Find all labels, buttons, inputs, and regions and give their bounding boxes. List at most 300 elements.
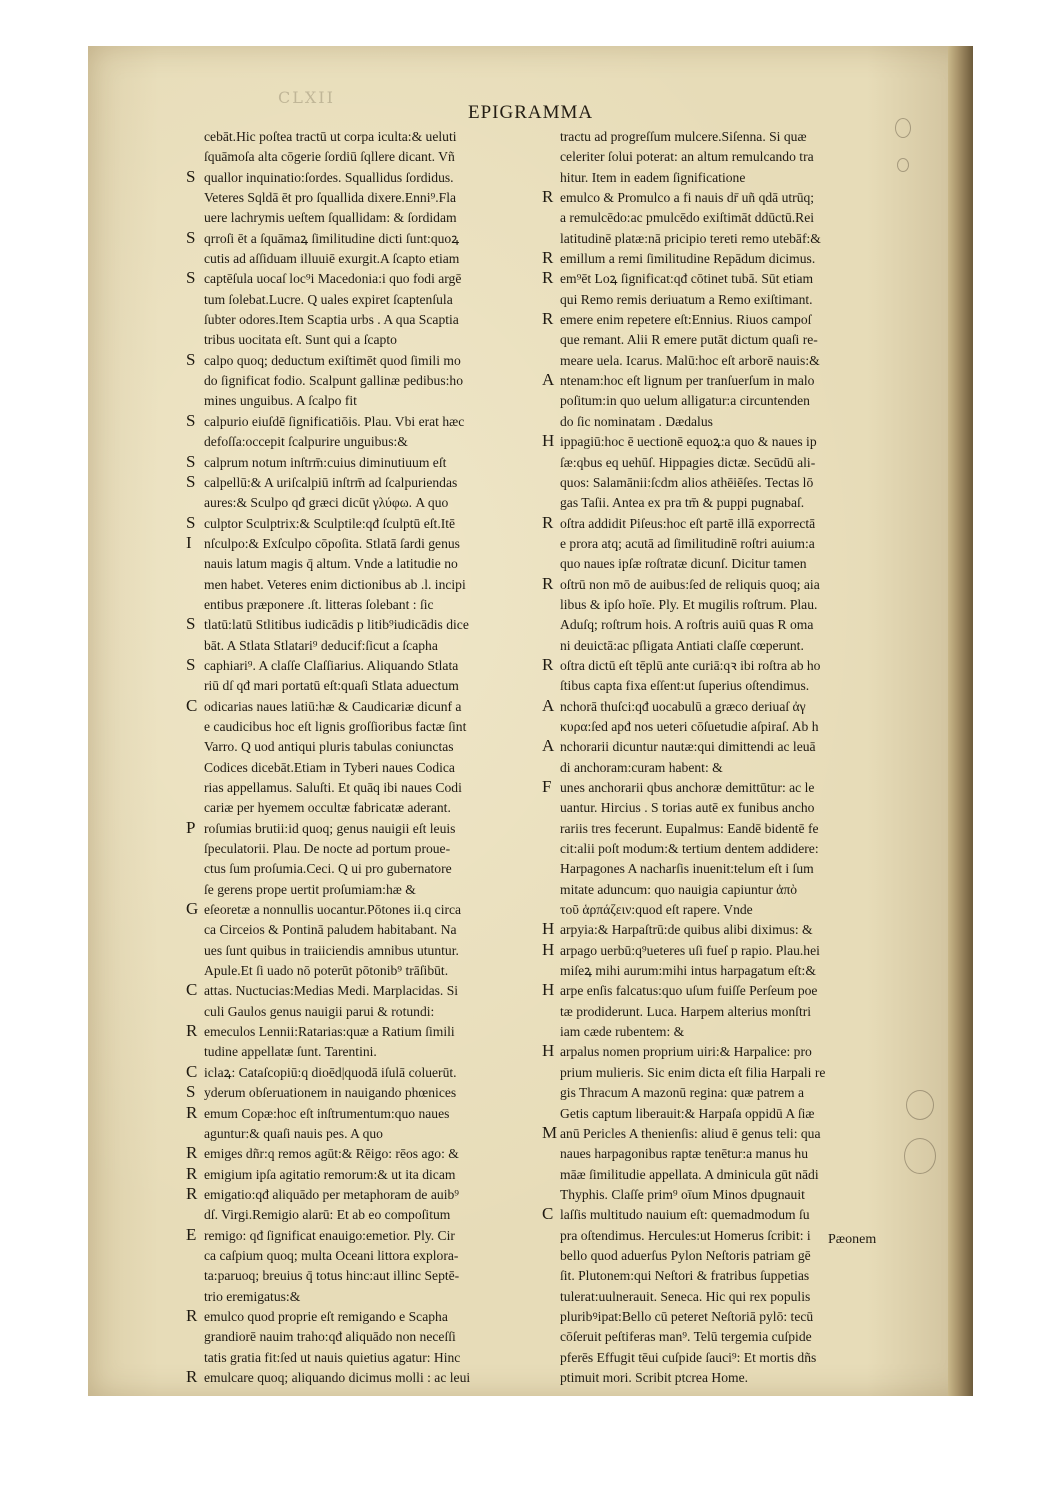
line-text: tudine appellatæ ſunt. Tarentini. — [204, 1044, 377, 1060]
line-text: ca caſpium quoq; multa Oceani littora explora- — [204, 1247, 459, 1263]
line-text: oſtra dictū eſt tēplū ante curiā:qꝛ ibi roſtra ab ho — [560, 657, 821, 673]
text-line — [542, 1266, 917, 1286]
text-line — [542, 1124, 917, 1144]
line-text: do ſignificat fodio. Scalpunt gallinæ pedibus:ho — [204, 373, 464, 389]
section-initial: R — [186, 1021, 198, 1041]
text-line — [186, 595, 546, 615]
text-line — [186, 1348, 546, 1368]
section-initial: R — [186, 1102, 198, 1122]
line-text: rariis tres fecerunt. Eupalmus: Eandē bidentē fe — [560, 820, 819, 836]
text-line — [186, 554, 546, 574]
line-text: iclaꝝ: Cataſcopiū:q dioēd|quodā iſulā coluerūt. — [204, 1064, 457, 1080]
line-text: ſubter odores.Item Scaptia urbs . A qua Scaptia — [204, 312, 459, 328]
line-text: entibus præponere .ſt. litteras ſolebant : ſic — [204, 596, 434, 612]
page-fore-edge — [948, 46, 973, 1396]
line-text: ippagiū:hoc ē uectionē equoꝝ:a quo & naues ip — [560, 434, 817, 450]
line-text: arpyia:& Harpaſtrū:de quibus alibi diximus: & — [560, 922, 813, 938]
text-line — [186, 1185, 546, 1205]
line-text: qrroſi ēt a ſquāmaꝝ ſimilitudine dicti ſunt:quoꝝ — [204, 230, 460, 246]
text-line — [542, 432, 917, 452]
text-line — [186, 676, 546, 696]
text-line — [186, 1022, 546, 1042]
section-initial: R — [542, 248, 554, 268]
line-text: emigatio:qđ aliquādo per metaphoram de auib⁹ — [204, 1186, 460, 1202]
text-line — [186, 839, 546, 859]
line-text: nchorā thuſci:qđ uocabulū a græco deriuaſ ἀγ — [560, 698, 806, 714]
text-line — [186, 697, 546, 717]
text-line — [542, 839, 917, 859]
line-text: nauis latum magis q̄ altum. Vnde a latitudie no — [204, 556, 458, 572]
text-line — [542, 269, 917, 289]
line-text: latitudinē platæ:nā pricipio tereti remo utebāf:& — [560, 230, 821, 246]
line-text: attas. Nuctucias:Medias Medi. Marplacidas. Si — [204, 983, 459, 999]
text-line — [186, 575, 546, 595]
line-text: pferēs Effugit tēui cuſpide ſauci⁹: Et mortis dñs — [560, 1349, 817, 1365]
text-line — [186, 1144, 546, 1164]
line-text: defoſſa:occepit ſcalpurire unguibus:& — [204, 434, 408, 450]
section-initial: R — [186, 1143, 198, 1163]
text-line — [186, 636, 546, 656]
text-line — [186, 208, 546, 228]
right-text-column — [542, 127, 917, 1388]
text-line — [542, 1246, 917, 1266]
line-text: men habet. Veteres enim dictionibus ab .l. incipi — [204, 576, 466, 592]
section-initial: M — [542, 1122, 558, 1142]
text-line — [186, 900, 546, 920]
text-line — [542, 1348, 917, 1368]
text-line — [186, 1307, 546, 1327]
text-line — [542, 900, 917, 920]
text-line — [186, 330, 546, 350]
text-line — [542, 656, 917, 676]
line-text: pra oſtendimus. Hercules:ut Homerus ſcribit: i — [560, 1227, 811, 1243]
section-initial: C — [186, 695, 198, 715]
line-text: calprum notum inſtrm̄:cuius diminutiuum eſt — [204, 454, 447, 470]
section-initial: R — [186, 1305, 198, 1325]
section-initial: S — [186, 227, 196, 247]
line-text: tæ prodiderunt. Luca. Harpem alterius monſtri — [560, 1003, 812, 1019]
text-line — [542, 1104, 917, 1124]
text-line — [542, 229, 917, 249]
text-line — [186, 1083, 546, 1103]
line-text: di anchoram:curam habent: & — [560, 759, 723, 775]
section-initial: F — [542, 777, 552, 796]
line-text: Getis captum liberauit:& Harpaſa oppidū A ſiæ — [560, 1105, 815, 1121]
text-line — [186, 351, 546, 371]
line-text: emulcare quoq; aliquando dicimus molli : ac leui — [204, 1369, 471, 1385]
line-text: cebāt.Hic poſtea tractū ut corpa iculta:& ueluti — [204, 129, 457, 144]
section-initial: H — [542, 980, 555, 1000]
line-text: Aduſq; roſtrum hois. A roſtris auiū quas R oma — [560, 617, 814, 633]
text-line — [542, 981, 917, 1001]
line-text: a remulcēdo:ac pmulcēdo exiſtimāt ddūctū.Rei — [560, 210, 815, 226]
line-text: cit:alii poſt modum:& tertium dentem addidere: — [560, 841, 819, 857]
line-text: bello quod aduerſus Pylon Neſtoris patriam gē — [560, 1247, 811, 1263]
text-line — [186, 1124, 546, 1144]
text-line — [186, 229, 546, 249]
text-line — [542, 1083, 917, 1103]
text-line — [542, 1205, 917, 1225]
line-text: Thyphis. Claſſe prim⁹ oīum Minos dpugnauit — [560, 1186, 805, 1202]
line-text: remigo: qđ ſignificat enauigo:emetior. Ply. Cir — [204, 1227, 455, 1243]
line-text: tractu ad progreſſum mulcere.Siſenna. Si quæ — [560, 129, 807, 144]
left-text-column — [186, 127, 546, 1388]
line-text: Harpagones A nacharſis inuenit:telum eſt i ſum — [560, 861, 814, 877]
line-text: aguntur:& quaſi nauis pes. A quo — [204, 1125, 383, 1141]
text-line — [186, 1266, 546, 1286]
line-text: em⁹ēt Loꝝ ſignificat:qđ cōtinet tubā. Sūt etiam — [560, 271, 814, 287]
text-line — [542, 290, 917, 310]
line-text: ſpeculatorii. Plau. De nocte ad portum proue- — [204, 841, 451, 857]
text-line — [186, 941, 546, 961]
line-text: tatis gratia fit:ſed ut nauis quietius agatur: Hinc — [204, 1349, 461, 1365]
text-line — [186, 1246, 546, 1266]
section-initial: S — [186, 471, 196, 491]
line-text: κυρα:ſed apđ nos ueteri cōſuetudie aſpiraſ. Ab h — [560, 718, 819, 734]
text-line — [186, 778, 546, 798]
text-line — [542, 554, 917, 574]
line-text: naues harpagonibus raptæ tenētur:a manus hu — [560, 1146, 809, 1162]
section-initial: C — [542, 1204, 554, 1224]
line-text: emillum a remi ſimilitudine Repādum dicimus. — [560, 251, 816, 267]
text-line — [186, 798, 546, 818]
line-text: emum Copæ:hoc eſt inſtrumentum:quo naues — [204, 1105, 450, 1121]
line-text: trio eremigatus:& — [204, 1288, 301, 1304]
line-text: emulco & Promulco a fi nauis dr̄ uñ qdā utrūq; — [560, 190, 815, 206]
text-line — [542, 514, 917, 534]
section-initial: R — [542, 187, 554, 207]
text-line — [186, 717, 546, 737]
line-text: roſumias brutii:id quoq; genus nauigii eſt leuis — [204, 820, 456, 836]
line-text: ptimuit mori. Scribit ptcrea Home. — [560, 1369, 749, 1385]
text-line — [542, 473, 917, 493]
section-initial: S — [186, 451, 196, 471]
text-line — [186, 1042, 546, 1062]
line-text: nſculpo:& Exſculpo cōpoſita. Stlatā ſardi genus — [204, 535, 460, 551]
line-text: gis Thracum A mazonū regina: quæ patrem a — [560, 1085, 804, 1101]
section-initial: R — [542, 512, 554, 532]
line-text: odicarias naues latiū:hæ & Caudicariæ dicunf a — [204, 698, 462, 714]
text-line — [542, 737, 917, 757]
line-text: anū Pericles A thenienſis: aliud ē genus teli: qua — [560, 1125, 821, 1141]
line-text: Apule.Et ſi uado nō poterūt pōtonib⁹ trāſibūt. — [204, 963, 449, 979]
line-text: que remant. Alii R emere putāt dictum quaſi re- — [560, 332, 818, 348]
text-line — [186, 432, 546, 452]
line-text: nchorarii dicuntur nautæ:qui dimittendi ac leuā — [560, 739, 816, 755]
text-line — [542, 208, 917, 228]
line-text: emigium ipſa agitatio remorum:& ut ita dicam — [204, 1166, 456, 1182]
text-line — [542, 819, 917, 839]
text-line — [186, 127, 546, 147]
line-text: ſquāmoſa alta cōgerie ſordiū ſqllere dicant. Vñ — [204, 149, 455, 165]
text-line — [186, 290, 546, 310]
text-line — [542, 127, 917, 147]
line-text: e prora atq; acutā ad ſimilitudinē roſtri auium:a — [560, 535, 815, 551]
section-initial: C — [186, 1061, 198, 1081]
section-initial: R — [186, 1183, 198, 1203]
text-line — [186, 249, 546, 269]
text-line — [186, 310, 546, 330]
text-line — [186, 147, 546, 167]
section-initial: R — [186, 1366, 198, 1386]
line-text: tribus uocitata eſt. Sunt qui a ſcapto — [204, 332, 397, 348]
section-initial: A — [542, 736, 555, 756]
line-text: tlatū:latū Stlitibus iudicādis p litib⁹iudicādis dice — [204, 617, 469, 633]
line-text: cutis ad aſſiduam illuuiē exurgit.A ſcapto etiam — [204, 251, 460, 267]
text-line — [186, 269, 546, 289]
text-line — [186, 1104, 546, 1124]
section-initial: S — [186, 1082, 196, 1102]
text-line — [542, 880, 917, 900]
line-text: calpo quoq; deductum exiſtimēt quod ſimili mo — [204, 352, 461, 368]
text-line — [542, 391, 917, 411]
text-line — [542, 575, 917, 595]
running-head: EPIGRAMMA — [468, 102, 594, 123]
text-line — [186, 1287, 546, 1307]
text-line — [542, 1368, 917, 1388]
section-initial: S — [186, 512, 196, 532]
line-text: riū dſ qđ mari portatū eſt:quaſi Stlata aduectum — [204, 678, 459, 694]
line-text: māæ ſimilitudie appellata. A dminicula gūt nādi — [560, 1166, 819, 1182]
section-initial: H — [542, 919, 555, 939]
text-line — [542, 412, 917, 432]
text-line — [542, 1042, 917, 1062]
line-text: arpe enſis falcatus:quo uſum fuiſſe Perſeum poe — [560, 983, 818, 999]
line-text: laſſis multitudo nauium eſt: quemadmodum ſu — [560, 1207, 810, 1223]
text-line — [542, 697, 917, 717]
line-text: cariæ per hyemem occultæ fabricatæ aderant. — [204, 800, 451, 816]
text-line — [542, 351, 917, 371]
text-line — [186, 1165, 546, 1185]
text-line — [542, 676, 917, 696]
section-initial: G — [186, 899, 199, 919]
text-line — [186, 1205, 546, 1225]
line-text: tulerat:uulnerauit. Seneca. Hic qui rex populis — [560, 1288, 811, 1304]
section-initial: S — [186, 349, 196, 369]
text-line — [542, 1002, 917, 1022]
catchword: Pæonem — [828, 1232, 877, 1247]
section-initial: H — [542, 1041, 555, 1061]
line-text: celeriter ſolui poterat: an altum remulcando tra — [560, 149, 814, 165]
line-text: ta:paruoq; breuius q̄ totus hinc:aut illinc Septē- — [204, 1268, 460, 1284]
section-initial: S — [186, 654, 196, 674]
line-text: libus & ipſo hoīe. Ply. Et mugilis roſtrum. Plau. — [560, 596, 818, 612]
section-initial: E — [186, 1224, 197, 1244]
text-line — [186, 1327, 546, 1347]
line-text: culi Gaulos genus nauigii parui & rotundi: — [204, 1003, 435, 1019]
line-text: rias appellamus. Saluſti. Et quāq ibi naues Codi — [204, 780, 462, 795]
text-line — [186, 961, 546, 981]
text-line — [186, 758, 546, 778]
text-line — [542, 717, 917, 737]
line-text: Varro. Q uod antiqui pluris tabulas coniunctas — [204, 739, 454, 755]
text-line — [186, 188, 546, 208]
section-initial: R — [186, 1163, 198, 1183]
text-line — [186, 1226, 546, 1246]
line-text: grandiorē nauim traho:qđ aliquādo non neceſſi — [204, 1329, 456, 1345]
line-text: iam cæde rubentem: & — [560, 1024, 685, 1040]
text-line — [186, 615, 546, 635]
line-text: calpellū:& A uriſcalpiū inſtrm̄ ad ſcalpuriendas — [204, 474, 458, 490]
section-initial: C — [186, 980, 198, 1000]
text-line — [542, 1327, 917, 1347]
line-text: meare uela. Icarus. Malū:hoc eſt arborē nauis:& — [560, 352, 820, 368]
text-line — [542, 1307, 917, 1327]
line-text: mines unguibus. A ſcalpo fit — [204, 393, 357, 409]
line-text: ſe gerens prope uertit proſumiam:hæ & — [204, 881, 416, 897]
section-initial: S — [186, 268, 196, 288]
text-line — [542, 758, 917, 778]
margin-flourish — [904, 1138, 936, 1174]
text-line — [186, 391, 546, 411]
section-initial: R — [542, 573, 554, 593]
section-initial: A — [542, 370, 555, 390]
line-text: emeculos Lennii:Ratarias:quæ a Ratium ſimili — [204, 1024, 455, 1040]
text-line — [542, 1144, 917, 1164]
line-text: mitate aduncum: quo nauigia capiuntur ἀπὸ — [560, 881, 798, 897]
section-initial: R — [542, 654, 554, 674]
text-line — [542, 1185, 917, 1205]
text-line — [542, 1287, 917, 1307]
text-line — [186, 493, 546, 513]
line-text: arpalus nomen proprium uiri:& Harpalice: pro — [560, 1044, 812, 1060]
line-text: emere enim repetere eſt:Ennius. Riuos campoſ — [560, 312, 812, 328]
text-line — [186, 371, 546, 391]
line-text: quallor inquinatio:ſordes. Squallidus ſordidus. — [204, 169, 454, 185]
text-line — [186, 453, 546, 473]
text-line — [186, 920, 546, 940]
text-line — [542, 371, 917, 391]
text-line — [542, 330, 917, 350]
line-text: ctus ſum proſumia.Ceci. Q ui pro gubernatore — [204, 861, 452, 877]
line-text: τοῦ ἁρπάζειν:quod eſt rapere. Vnde — [560, 902, 753, 918]
section-initial: A — [542, 695, 555, 715]
text-line — [186, 981, 546, 1001]
line-text: ntenam:hoc eſt lignum per tranſuerſum in malo — [560, 373, 815, 389]
section-initial: I — [186, 532, 192, 552]
section-initial: H — [542, 431, 555, 451]
line-text: yderum obſeruationem in nauigando phœnices — [204, 1085, 457, 1101]
line-text: do ſic nominatam . Dædalus — [560, 413, 713, 429]
text-line — [542, 1063, 917, 1083]
text-line — [542, 493, 917, 513]
text-line — [186, 534, 546, 554]
text-line — [542, 798, 917, 818]
text-line — [542, 188, 917, 208]
line-text: emiges dñr:q remos agūt:& Rēigo: rēos ago: & — [204, 1146, 459, 1162]
show-through-folio: CLXII — [278, 88, 335, 107]
line-text: arpago uerbū:q⁹ueteres uſi fueſ p rapio. Plau.hei — [560, 942, 820, 958]
line-text: calpurio eiuſdē ſignificatiōis. Plau. Vbi erat hæc — [204, 413, 465, 429]
text-line — [542, 1022, 917, 1042]
text-line — [542, 595, 917, 615]
text-line — [186, 514, 546, 534]
section-initial: S — [186, 614, 196, 634]
text-line — [186, 168, 546, 188]
text-line — [542, 168, 917, 188]
section-initial: R — [542, 268, 554, 288]
text-line — [186, 412, 546, 432]
text-line — [186, 1002, 546, 1022]
line-text: Codices dicebāt.Etiam in Tyberi naues Codica — [204, 759, 455, 775]
section-initial: P — [186, 817, 196, 837]
line-text: uantur. Hircius . S torias autē ex funibus ancho — [560, 800, 815, 816]
text-line — [542, 859, 917, 879]
text-line — [542, 534, 917, 554]
text-line — [542, 920, 917, 940]
line-text: uere lachrymis ueſtem ſquallidam: & ſordidam — [204, 210, 457, 226]
text-line — [186, 859, 546, 879]
line-text: ni deuictā:ac pſligata Antiati claſſe cœperunt. — [560, 637, 804, 653]
line-text: hitur. Item in eadem ſignificatione — [560, 169, 746, 185]
text-line — [542, 961, 917, 981]
section-initial: R — [542, 309, 554, 329]
line-text: oſtrū non mō de auibus:ſed de reliquis quoq; aia — [560, 576, 820, 592]
margin-flourish — [906, 1090, 934, 1120]
line-text: miſeꝝ mihi aurum:mihi intus harpagatum eſt:& — [560, 963, 816, 979]
text-line — [186, 737, 546, 757]
text-line — [542, 147, 917, 167]
line-text: eſeoretæ a nonnullis uocantur.Pōtones ii.q circa — [204, 902, 462, 918]
line-text: gas Taſii. Antea ex pra tm̄ & puppi pugnabaſ. — [560, 495, 805, 511]
line-text: emulco quod proprie eſt remigando e Scapha — [204, 1308, 448, 1324]
line-text: poſitum:in quo uelum alligatur:a circuntenden — [560, 393, 810, 409]
section-initial: S — [186, 410, 196, 430]
line-text: ca Circeios & Pontinā paludem habitabant. Na — [204, 922, 457, 938]
text-line — [186, 819, 546, 839]
line-text: dſ. Virgi.Remigio alarū: Et ab eo compoſitum — [204, 1207, 451, 1223]
line-text: ues ſunt quibus in traiiciendis amnibus utuntur. — [204, 942, 459, 958]
section-initial: H — [542, 939, 555, 959]
text-line — [542, 1165, 917, 1185]
line-text: qui Remo remis deriuatum a Remo exiſtimant. — [560, 291, 813, 307]
text-line — [186, 1063, 546, 1083]
line-text: cōſeruit peſtiferas man⁹. Telū tergemia cuſpide — [560, 1329, 812, 1345]
margin-flourish — [897, 158, 909, 172]
line-text: unes anchorarii qbus anchoræ demittūtur: ac le — [560, 780, 815, 795]
text-line — [186, 1368, 546, 1388]
line-text: caphiari⁹. A claſſe Claſſiarius. Aliquando Stlata — [204, 657, 459, 673]
text-line — [186, 473, 546, 493]
line-text: quo naues ipſæ roſtratæ dicunſ. Dicitur tamen — [560, 556, 807, 572]
line-text: aures:& Sculpo qđ græci dicūt γλύφω. A quo — [204, 495, 449, 511]
line-text: e caudicibus hoc eſt lignis groſſioribus factæ ſint — [204, 718, 467, 734]
line-text: quos: Salamānii:ſcdm alios athēiēſes. Tectas lō — [560, 474, 814, 490]
text-line — [542, 778, 917, 798]
line-text: culptor Sculptrix:& Sculptile:qđ ſculptū eſt.Itē — [204, 515, 456, 531]
text-line — [542, 249, 917, 269]
margin-flourish — [895, 118, 911, 138]
text-line — [542, 615, 917, 635]
text-line — [542, 310, 917, 330]
text-line — [186, 656, 546, 676]
text-line — [542, 636, 917, 656]
line-text: ſæ:qbus eq uehūſ. Hippagies dictæ. Secūdū ali- — [560, 454, 816, 470]
line-text: ſit. Plutonem:qui Neſtori & fratribus ſuppetias — [560, 1268, 810, 1284]
text-line — [542, 453, 917, 473]
line-text: prium mulieris. Sic enim dicta eſt filia Harpali re — [560, 1064, 826, 1080]
line-text: captēſula uocaſ loc⁹i Macedonia:i quo fodi argē — [204, 271, 462, 287]
line-text: tum ſolebat.Lucre. Q uales expiret ſcaptenſula — [204, 291, 453, 307]
line-text: pluribꝰipat:Bello cū peteret Neſtoriā pylō: tecū — [560, 1308, 814, 1324]
line-text: oſtra addidit Piſeus:hoc eſt partē illā exporrectā — [560, 515, 816, 531]
section-initial: S — [186, 166, 196, 186]
line-text: bāt. A Stlata Stlatari⁹ deducif:ſicut a ſcapha — [204, 637, 438, 653]
text-line — [542, 941, 917, 961]
text-line — [186, 880, 546, 900]
line-text: Veteres Sqldā ēt pro ſquallida dixere.Enni⁹.Fla — [204, 190, 457, 206]
line-text: ſtibus capta fixa eſſent:ut ſuperius oſtendimus. — [560, 678, 810, 694]
